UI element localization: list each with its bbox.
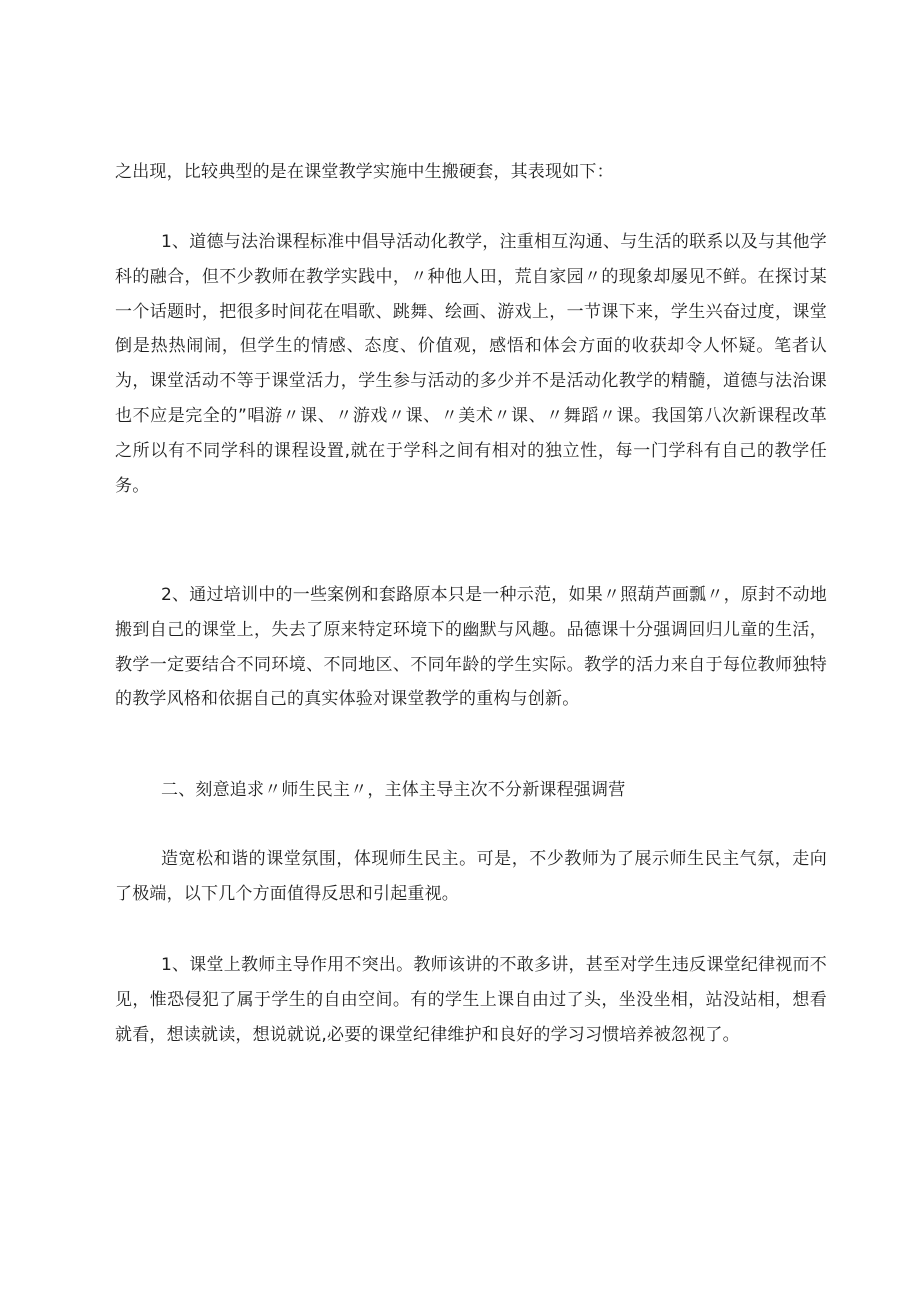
paragraph-continuation: 之出现，比较典型的是在课堂教学实施中生搬硬套，其表现如下： [115,162,614,182]
paragraph-section-2-intro: 造宽松和谐的课堂氛围，体现师生民主。可是，不少教师为了展示师生民主气氛，走向了极端，以下几个方面值得反思和引起重视。 [115,849,827,904]
section-heading-2: 二、刻意追求〃师生民主〃，主体主导主次不分新课程强调营 [161,780,626,800]
paragraph-point-1: 1、道德与法治课程标准中倡导活动化教学，注重相互沟通、与生活的联系以及与其他学科的融合，但不少教师在教学实践中，〃种他人田，荒自家园〃的现象却屡见不鲜。在探讨某一个话题时，把很多时间花在唱歌、跳舞、绘画、游戏上，一节课下来，学生兴奋过度，课堂倒是热热闹闹，但学生的情感、态度、价值观，感悟和体会方面的收获却令人怀疑。笔者认为，课堂活动不等于课堂活力，学生参与活动的多少并不是活动化教学的精髓，道德与法治课也不应是完全的”唱游〃课、〃游戏〃课、〃美术〃课、〃舞蹈〃课。我国第八次新课程改革之所以有不同学科的课程设置,就在于学科之间有相对的独立性，每一门学科有自己的教学任务。 [115,232,827,496]
paragraph-section-2-point-1: 1、课堂上教师主导作用不突出。教师该讲的不敢多讲，甚至对学生违反课堂纪律视而不见，惟恐侵犯了属于学生的自由空间。有的学生上课自由过了头，坐没坐相，站没站相，想看就看，想读就读，想说就说,必要的课堂纪律维护和良好的学习习惯培养被忽视了。 [115,955,827,1045]
paragraph-point-2: 2、通过培训中的一些案例和套路原本只是一种示范，如果〃照葫芦画瓢〃，原封不动地搬到自己的课堂上，失去了原来特定环境下的幽默与风趣。品德课十分强调回归儿童的生活，教学一定要结合不同环境、不同地区、不同年龄的学生实际。教学的活力来自于每位教师独特的教学风格和依据自己的真实体验对课堂教学的重构与创新。 [115,585,827,710]
